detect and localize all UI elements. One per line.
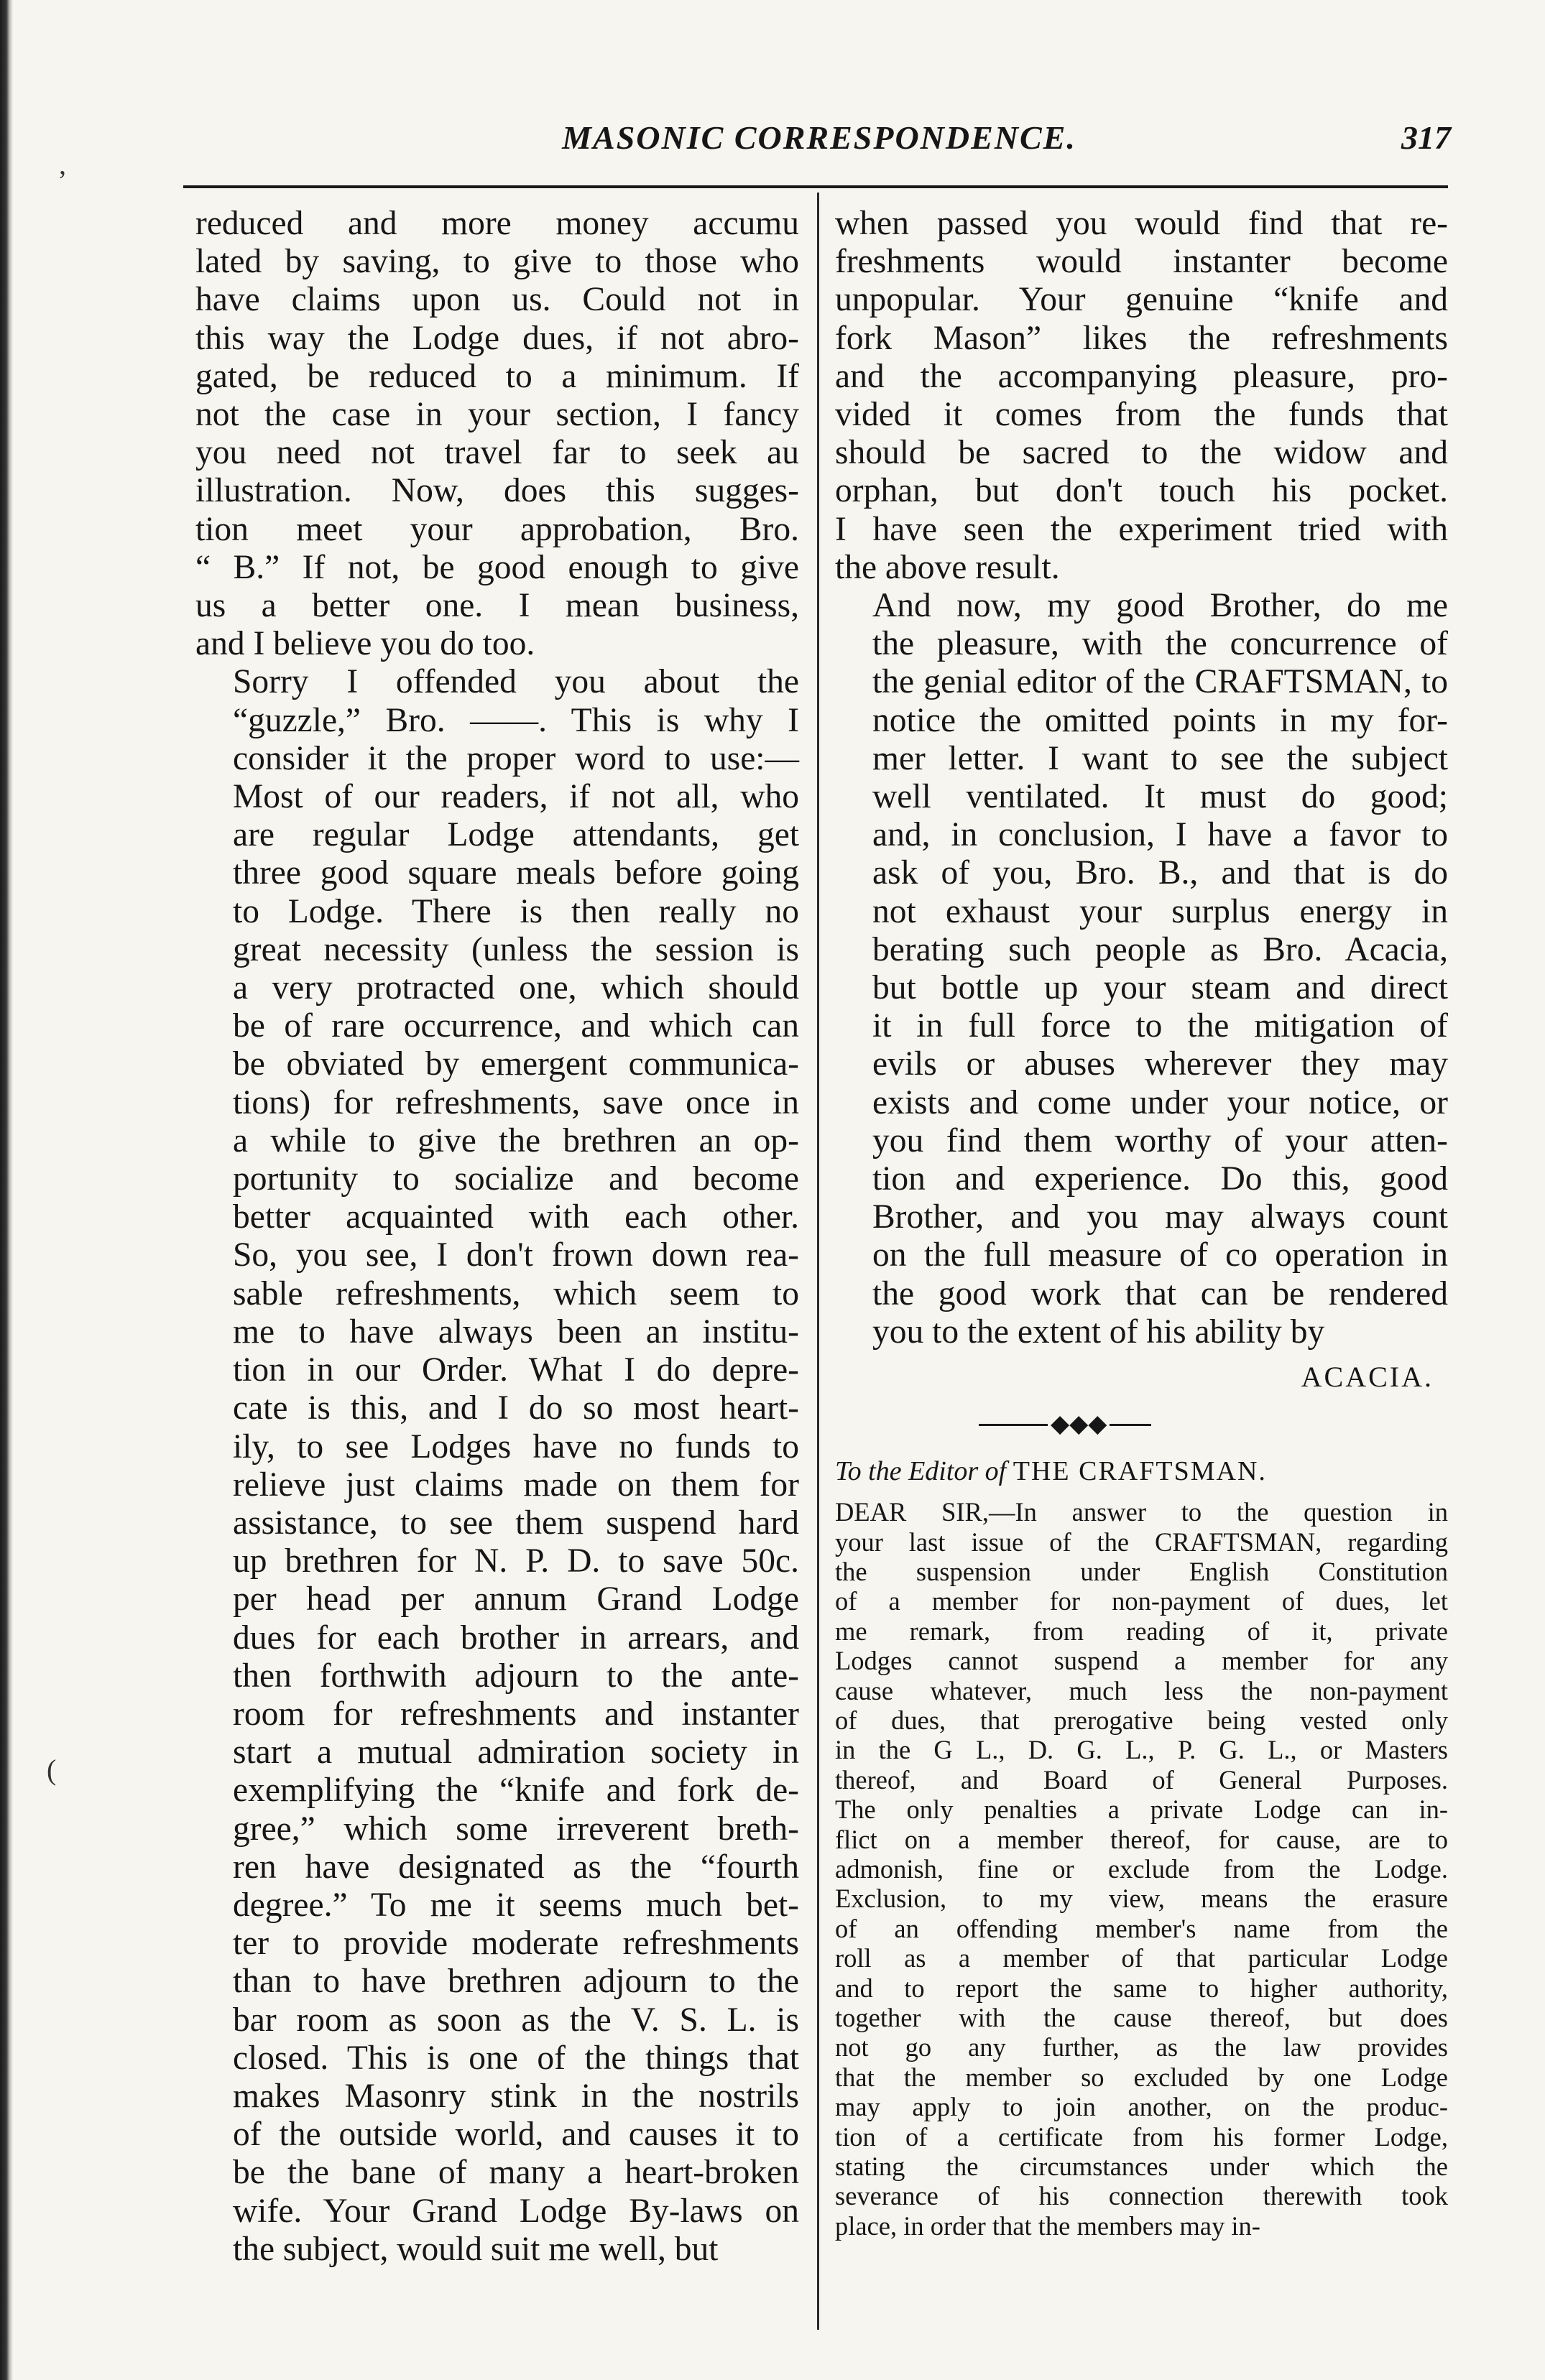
text-line: Lodges cannot suspend a member for any — [835, 1646, 1448, 1676]
page-number: 317 — [1401, 119, 1451, 156]
text-line: than to have brethren adjourn to the — [233, 1963, 799, 2001]
left-column — [195, 205, 799, 2269]
text-line: but bottle up your steam and direct — [872, 969, 1448, 1007]
text-line: well ventilated. It must do good; — [872, 778, 1448, 816]
text-line: and I believe you do too. — [195, 625, 535, 663]
text-line: lated by saving, to give to those who — [195, 243, 799, 281]
text-line: a very protracted one, which should — [233, 969, 799, 1007]
text-line: And now, my good Brother, do me — [872, 587, 1448, 625]
text-line: not go any further, as the law provides — [835, 2032, 1448, 2062]
text-line: I have seen the experiment tried with — [835, 510, 1448, 548]
text-line: “ B.” If not, be good enough to give — [195, 548, 799, 586]
text-line: the suspension under English Constitution — [835, 1556, 1448, 1586]
text-line: this way the Lodge dues, if not abro- — [195, 319, 799, 357]
text-line: ter to provide moderate refreshments — [233, 1925, 799, 1963]
text-line: on the full measure of co operation in — [872, 1236, 1448, 1274]
text-line: may apply to join another, on the produc- — [835, 2092, 1448, 2122]
text-line: illustration. Now, does this sugges- — [195, 472, 799, 510]
text-line: then forthwith adjourn to the ante- — [233, 1657, 799, 1695]
text-line: flict on a member thereof, for cause, are to — [835, 1824, 1448, 1854]
section-divider — [979, 1411, 1151, 1438]
body-paragraph — [195, 663, 799, 2269]
text-line: together with the cause thereof, but does — [835, 2003, 1448, 2032]
text-line: the pleasure, with the concurrence of — [872, 625, 1448, 663]
text-line: tion meet your approbation, Bro. — [195, 510, 799, 548]
text-line: tions) for refreshments, save once in — [233, 1083, 799, 1121]
text-line: Brother, and you may always count — [872, 1198, 1448, 1236]
text-line: tion in our Order. What I do depre- — [233, 1351, 799, 1389]
text-line: sable refreshments, which seem to — [233, 1274, 799, 1312]
letter-body — [835, 1497, 1448, 2241]
text-line: not exhaust your surplus energy in — [872, 892, 1448, 930]
text-line: admonish, fine or exclude from the Lodge. — [835, 1853, 1448, 1884]
text-line: So, you see, I don't frown down rea- — [233, 1236, 799, 1274]
text-line: of an offending member's name from the — [835, 1913, 1448, 1943]
text-line: place, in order that the members may in- — [835, 2210, 1260, 2241]
text-line: DEAR SIR,—In answer to the question in — [835, 1497, 1448, 1527]
text-line: three good square meals before going — [233, 854, 799, 892]
text-line: room for refreshments and instanter — [233, 1695, 799, 1733]
text-line: consider it the proper word to use:— — [233, 739, 799, 777]
text-line: us a better one. I mean business, — [195, 587, 799, 625]
text-line: The only penalties a private Lodge can in- — [835, 1795, 1448, 1825]
text-line: and the accompanying pleasure, pro- — [835, 357, 1448, 395]
book-spine-edge — [0, 0, 13, 2380]
text-line: of the outside world, and causes it to — [233, 2116, 799, 2154]
text-line: stating the circumstances under which the — [835, 2152, 1448, 2182]
letter-heading-prefix: To the Editor of — [835, 1456, 1007, 1487]
text-line: cate is this, and I do so most heart- — [233, 1389, 799, 1427]
text-line: ren have designated as the “fourth — [233, 1848, 799, 1886]
text-line: that the member so excluded by one Lodge — [835, 2062, 1448, 2092]
text-line: Exclusion, to my view, means the erasure — [835, 1884, 1448, 1914]
margin-speck: , — [59, 148, 66, 180]
text-line: exists and come under your notice, or — [872, 1083, 1448, 1121]
text-line: of dues, that prerogative being vested only — [835, 1705, 1448, 1735]
right-column — [835, 205, 1448, 2241]
text-line: per head per annum Grand Lodge — [233, 1580, 799, 1619]
text-line: should be sacred to the widow and — [835, 434, 1448, 472]
text-line: unpopular. Your genuine “knife and — [835, 281, 1448, 319]
text-line: tion and experience. Do this, good — [872, 1160, 1448, 1198]
text-line: be of rare occurrence, and which can — [233, 1007, 799, 1045]
text-line: up brethren for N. P. D. to save 50c. — [233, 1542, 799, 1580]
text-line: notice the omitted points in my for- — [872, 701, 1448, 739]
text-line: wife. Your Grand Lodge By-laws on — [233, 2192, 799, 2230]
body-paragraph — [835, 587, 1448, 1351]
page-header — [183, 119, 1455, 162]
text-line: exemplifying the “knife and fork de- — [233, 1772, 799, 1810]
text-line: and, in conclusion, I have a favor to — [872, 816, 1448, 854]
text-line: tion of a certificate from his former Lodge, — [835, 2121, 1448, 2152]
text-line: the above result. — [835, 548, 1060, 586]
text-line: gated, be reduced to a minimum. If — [195, 357, 799, 395]
letter-heading-publication: THE CRAFTSMAN. — [1013, 1456, 1267, 1487]
text-line: assistance, to see them suspend hard — [233, 1504, 799, 1542]
text-line: closed. This is one of the things that — [233, 2039, 799, 2077]
text-line: degree.” To me it seems much bet- — [233, 1886, 799, 1924]
text-line: the good work that can be rendered — [872, 1274, 1448, 1312]
text-line: relieve just claims made on them for — [233, 1465, 799, 1504]
text-line: the genial editor of the CRAFTSMAN, to — [872, 663, 1448, 701]
text-line: gree,” which some irreverent breth- — [233, 1810, 799, 1848]
text-line: me remark, from reading of it, private — [835, 1616, 1448, 1646]
text-line: severance of his connection therewith took — [835, 2181, 1448, 2211]
text-line: great necessity (unless the session is — [233, 930, 799, 968]
text-line: vided it comes from the funds that — [835, 396, 1448, 434]
text-line: portunity to socialize and become — [233, 1160, 799, 1198]
text-line: and to report the same to higher authority, — [835, 1973, 1448, 2003]
text-line: dues for each brother in arrears, and — [233, 1619, 799, 1657]
text-line: have claims upon us. Could not in — [195, 281, 799, 319]
text-line: ily, to see Lodges have no funds to — [233, 1427, 799, 1465]
text-line: evils or abuses wherever they may — [872, 1045, 1448, 1083]
text-line: you to the extent of his ability by — [872, 1312, 1325, 1351]
header-rule — [183, 185, 1448, 188]
text-line: Most of our readers, if not all, who — [233, 778, 799, 816]
text-line: in the G L., D. G. L., P. G. L., or Masters — [835, 1735, 1448, 1765]
text-line: makes Masonry stink in the nostrils — [233, 2077, 799, 2115]
text-line: you need not travel far to seek au — [195, 434, 799, 472]
text-line: you find them worthy of your atten- — [872, 1121, 1448, 1159]
text-line: reduced and more money accumu — [195, 205, 799, 242]
body-paragraph — [195, 205, 799, 663]
text-line: ask of you, Bro. B., and that is do — [872, 854, 1448, 892]
text-line: to Lodge. There is then really no — [233, 892, 799, 930]
text-line: it in full force to the mitigation of — [872, 1007, 1448, 1045]
text-line: cause whatever, much less the non-payment — [835, 1675, 1448, 1705]
text-line: orphan, but don't touch his pocket. — [835, 472, 1448, 510]
text-line: not the case in your section, I fancy — [195, 396, 799, 434]
text-line: the subject, would suit me well, but — [233, 2230, 719, 2268]
text-line: thereof, and Board of General Purposes. — [835, 1764, 1448, 1795]
text-line: “guzzle,” Bro. ——. This is why I — [233, 701, 799, 739]
text-line: mer letter. I want to see the subject — [872, 739, 1448, 777]
text-line: Sorry I offended you about the — [233, 663, 799, 701]
column-divider — [817, 193, 819, 2330]
text-line: fork Mason” likes the refreshments — [835, 319, 1448, 357]
text-line: better acquainted with each other. — [233, 1198, 799, 1236]
running-title: MASONIC CORRESPONDENCE. — [562, 119, 1076, 156]
text-line: be obviated by emergent communica- — [233, 1045, 799, 1083]
letter-heading — [835, 1455, 1448, 1487]
text-line: your last issue of the CRAFTSMAN, regarding — [835, 1527, 1448, 1557]
text-line: me to have always been an institu- — [233, 1312, 799, 1351]
text-line: berating such people as Bro. Acacia, — [872, 930, 1448, 968]
text-line: roll as a member of that particular Lodge — [835, 1943, 1448, 1973]
text-line: of a member for non-payment of dues, let — [835, 1586, 1448, 1616]
body-paragraph — [835, 205, 1448, 587]
signature: ACACIA. — [1301, 1361, 1434, 1394]
divider-ornament: ◆◆◆ — [1048, 1409, 1110, 1438]
text-line: a while to give the brethren an op- — [233, 1121, 799, 1159]
text-line: are regular Lodge attendants, get — [233, 816, 799, 854]
text-line: bar room as soon as the V. S. L. is — [233, 2001, 799, 2039]
text-line: start a mutual admiration society in — [233, 1733, 799, 1772]
text-line: when passed you would find that re- — [835, 205, 1448, 242]
text-line: be the bane of many a heart-broken — [233, 2154, 799, 2192]
margin-speck: ( — [47, 1754, 57, 1786]
text-line: freshments would instanter become — [835, 243, 1448, 281]
